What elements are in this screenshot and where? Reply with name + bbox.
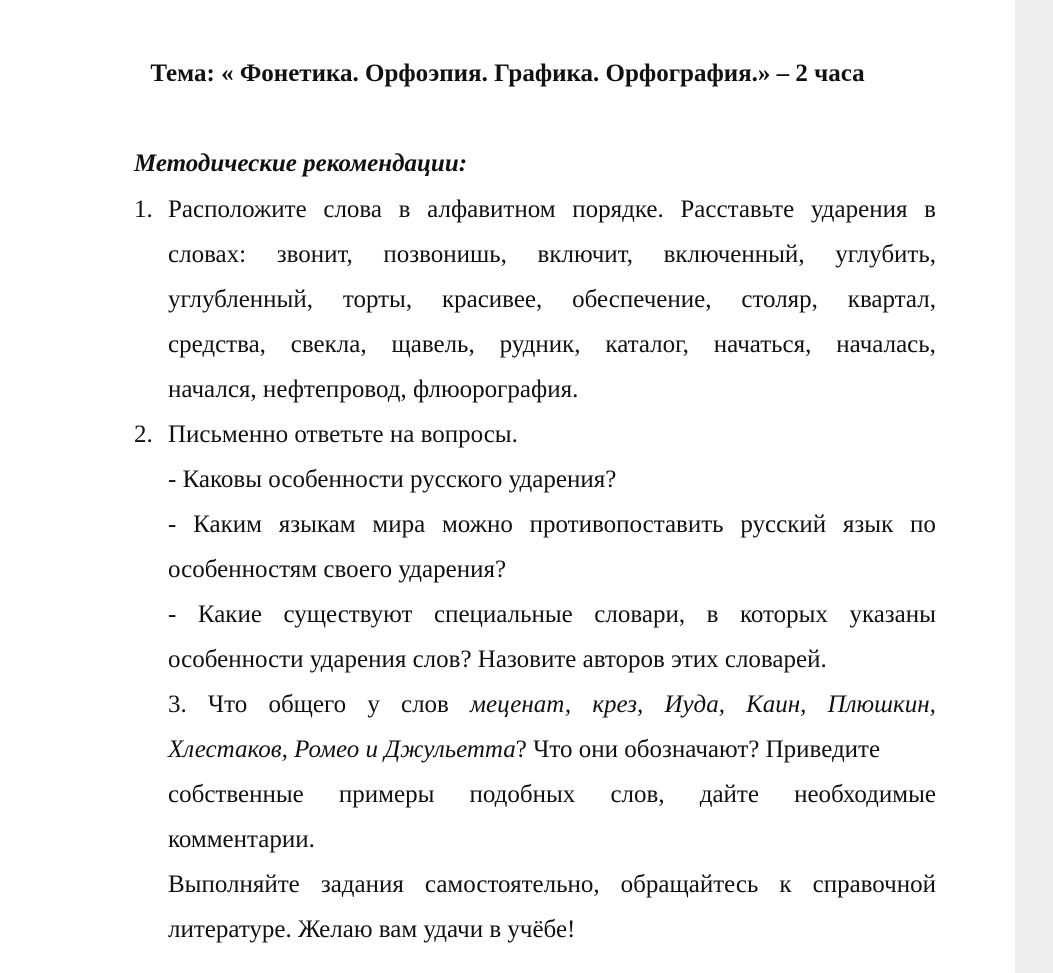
item2-question-3-line2: особенности ударения слов? Назовите авторов этих словарей. (168, 646, 827, 673)
item2-question-2-line2: особенностям своего ударения? (168, 556, 507, 583)
word: необходимые (794, 781, 936, 808)
item3-line2 (168, 734, 880, 766)
item3-line3 (168, 779, 936, 811)
word: свекла, (290, 331, 367, 358)
word: общего (268, 691, 347, 718)
word: позвонишь, (383, 241, 507, 268)
word: Выполняйте (168, 871, 300, 898)
word: язык (842, 511, 894, 538)
word: Что (207, 691, 248, 718)
word: порядке. (572, 196, 664, 223)
word: в (398, 196, 411, 223)
italic-word: Иуда, (664, 691, 725, 718)
item3-line4: комментарии. (168, 826, 315, 853)
word: в (706, 601, 719, 628)
item1-line2 (168, 239, 936, 271)
word: обеспечение, (572, 286, 712, 313)
word: указаны (849, 601, 936, 628)
word: мира (372, 511, 426, 538)
word: - (168, 511, 177, 538)
word: словах: (168, 241, 247, 268)
word: словари, (594, 601, 686, 628)
word: Каким (193, 511, 262, 538)
item3-line2-text: ? Что они обозначают? Приведите (515, 736, 881, 763)
item2-question-2-line1 (168, 509, 936, 541)
word: торты, (342, 286, 413, 313)
word: слов (400, 691, 449, 718)
item1-line1 (168, 194, 936, 226)
word: обращайтесь (620, 871, 759, 898)
word: щавель, (391, 331, 475, 358)
item1-line3 (168, 284, 936, 316)
word: Расположите (168, 196, 307, 223)
word: которых (739, 601, 828, 628)
word: специальные (433, 601, 573, 628)
item2-question-3-line1 (168, 599, 936, 631)
word: включенный, (663, 241, 805, 268)
item2-question-1: - Каковы особенности русского ударения? (168, 466, 617, 493)
word: существуют (283, 601, 413, 628)
word: противопоставить (529, 511, 724, 538)
word: началась, (836, 331, 936, 358)
italic-word: Каин, (746, 691, 807, 718)
word: по (910, 511, 936, 538)
word: алфавитном (427, 196, 556, 223)
word: задания (320, 871, 404, 898)
item1-line4 (168, 329, 936, 361)
item-number-2: 2. (134, 421, 153, 448)
word: средства, (168, 331, 266, 358)
word: к (779, 871, 792, 898)
italic-names: Хлестаков, Ромео и Джульетта (168, 736, 516, 763)
section-heading: Методические рекомендации: (134, 150, 468, 177)
word: - (168, 601, 177, 628)
italic-word: Плюшкин, (827, 691, 936, 718)
word: звонит, (276, 241, 353, 268)
word: у (367, 691, 380, 718)
word: в (924, 196, 936, 223)
word: столяр, (741, 286, 818, 313)
closing-line2: литературе. Желаю вам удачи в учёбе! (168, 916, 576, 943)
item2-heading: Письменно ответьте на вопросы. (168, 421, 518, 448)
word: квартал, (847, 286, 936, 313)
word: слова (323, 196, 382, 223)
word: 3. (168, 691, 187, 718)
word: Какие (197, 601, 262, 628)
word: углубить, (835, 241, 936, 268)
word: собственные (168, 781, 304, 808)
item3-line1 (168, 689, 936, 721)
word: самостоятельно, (424, 871, 600, 898)
word: красивее, (441, 286, 543, 313)
word: справочной (812, 871, 936, 898)
word: подобных (469, 781, 576, 808)
word: слов, (610, 781, 665, 808)
word: языкам (278, 511, 356, 538)
closing-line1 (168, 869, 936, 901)
word: дайте (699, 781, 759, 808)
item-number-1: 1. (134, 196, 153, 223)
word: Расставьте (680, 196, 795, 223)
word: каталог, (605, 331, 689, 358)
word: можно (441, 511, 513, 538)
word: примеры (338, 781, 435, 808)
word: начаться, (713, 331, 812, 358)
page-title: Тема: « Фонетика. Орфоэпия. Графика. Орфография.» – 2 часа (150, 60, 865, 87)
italic-word: меценат, (470, 691, 572, 718)
word: ударения (810, 196, 908, 223)
word: углубленный, (168, 286, 313, 313)
word: включит, (537, 241, 633, 268)
side-scroll-gutter (1015, 0, 1053, 973)
word: рудник, (499, 331, 581, 358)
italic-word: крез, (592, 691, 644, 718)
word: русский (740, 511, 827, 538)
item1-line5: начался, нефтепровод, флюорография. (168, 376, 579, 403)
